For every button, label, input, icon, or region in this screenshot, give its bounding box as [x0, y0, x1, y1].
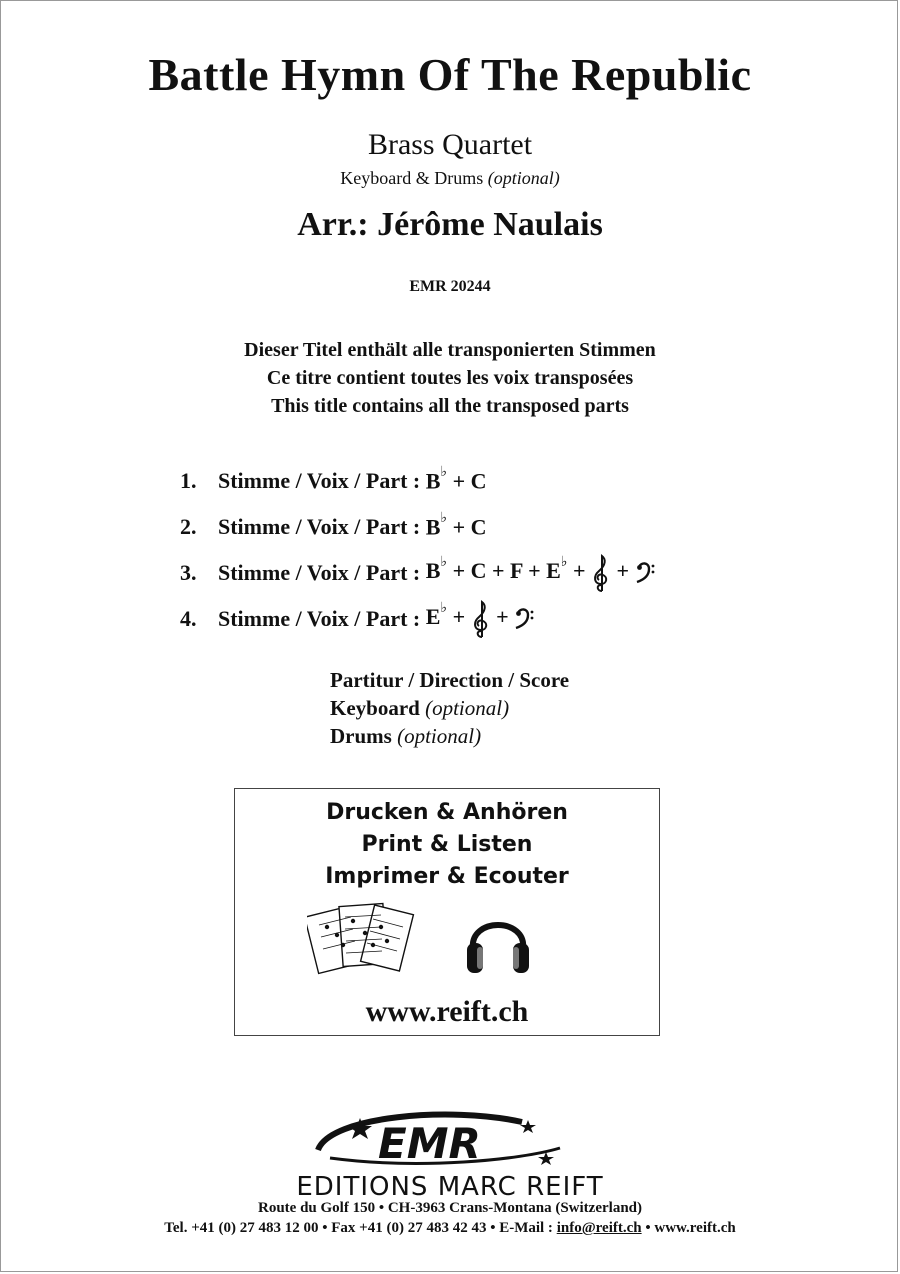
- publisher-name: EDITIONS MARC REIFT: [296, 1172, 604, 1202]
- instrument-note: [0, 168, 900, 189]
- part-keys: E♭ + +: [426, 599, 534, 639]
- bass-clef-icon: [635, 561, 655, 585]
- subtitle: Brass Quartet: [367, 128, 533, 161]
- promo-url[interactable]: www.reift.ch: [365, 995, 529, 1028]
- emr-logo-text: EMR: [378, 1119, 481, 1168]
- promo-line-en: Print & Listen: [361, 832, 533, 857]
- treble-clef-icon: [471, 599, 491, 639]
- part-label: Stimme / Voix / Part :: [218, 514, 421, 539]
- bass-clef-icon: [514, 607, 534, 631]
- page-title: Battle Hymn Of The Republic: [148, 49, 752, 100]
- part-number: 4.: [180, 606, 197, 631]
- drums-optional: (optional): [397, 724, 482, 748]
- instrument-optional: (optional): [487, 168, 560, 188]
- part-row: [180, 458, 655, 504]
- contact-web[interactable]: • www.reift.ch: [645, 1220, 736, 1236]
- language-notes: [0, 336, 900, 420]
- instrument-text: Keyboard & Drums: [340, 168, 484, 188]
- sheet-music-icon: [307, 897, 417, 977]
- language-en: This title contains all the transposed parts: [271, 395, 629, 417]
- part-number: 3.: [180, 560, 197, 585]
- keyboard-label: Keyboard: [330, 696, 420, 720]
- part-row: [180, 596, 655, 642]
- keyboard-optional: (optional): [425, 696, 510, 720]
- part-number: 1.: [180, 468, 197, 493]
- part-keys: B♭ + C + F + E♭ + +: [426, 553, 655, 593]
- score-label: Partitur / Direction / Score: [330, 668, 570, 692]
- emr-logo-icon: [300, 1108, 600, 1172]
- promo-line-fr: Imprimer & Ecouter: [325, 864, 569, 889]
- part-keys: B♭ + C: [425, 510, 487, 540]
- promo-box: [234, 788, 660, 1036]
- promo-line-de: Drucken & Anhören: [326, 800, 568, 825]
- part-keys: B♭ + C: [425, 464, 487, 494]
- arranger: Arr.: Jérôme Naulais: [297, 206, 603, 243]
- part-row: [180, 504, 655, 550]
- headphones-icon: [463, 899, 533, 979]
- promo-text: [235, 797, 659, 893]
- publisher-address: Route du Golf 150 • CH-3963 Crans-Montana (Switzerland): [258, 1200, 642, 1216]
- part-label: Stimme / Voix / Part :: [218, 560, 421, 585]
- part-number: 2.: [180, 514, 197, 539]
- part-label: Stimme / Voix / Part :: [218, 468, 421, 493]
- drums-label: Drums: [330, 724, 392, 748]
- extras-list: [330, 666, 569, 750]
- language-de: Dieser Titel enthält alle transponierten Stimmen: [244, 339, 656, 361]
- contact-phone-fax: Tel. +41 (0) 27 483 12 00 • Fax +41 (0) 27 483 42 43 • E-Mail :: [164, 1220, 553, 1236]
- treble-clef-icon: [591, 553, 611, 593]
- part-row: [180, 550, 655, 596]
- contact-email[interactable]: info@reift.ch: [556, 1220, 642, 1236]
- catalog-number: EMR 20244: [409, 278, 491, 295]
- part-label: Stimme / Voix / Part :: [218, 606, 421, 631]
- language-fr: Ce titre contient toutes les voix transposées: [266, 367, 634, 389]
- publisher-contact: [0, 1220, 900, 1237]
- parts-list: [180, 458, 655, 642]
